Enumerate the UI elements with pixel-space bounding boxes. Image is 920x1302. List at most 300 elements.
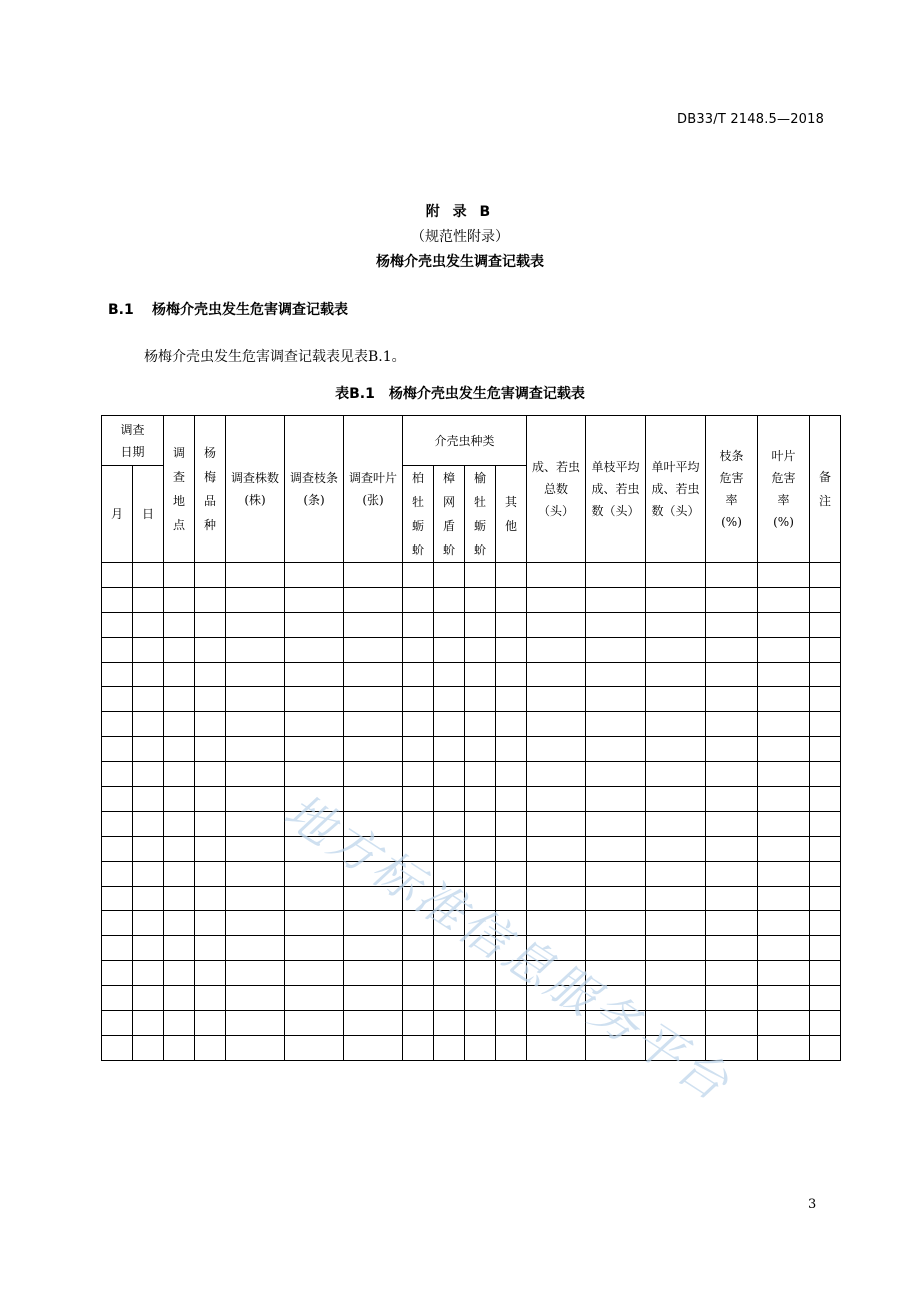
table-cell bbox=[496, 762, 527, 787]
table-cell bbox=[434, 687, 465, 712]
table-cell bbox=[102, 612, 133, 637]
table-cell bbox=[810, 836, 841, 861]
table-cell bbox=[403, 637, 434, 662]
table-cell bbox=[706, 637, 758, 662]
table-cell bbox=[646, 587, 706, 612]
table-cell bbox=[226, 886, 285, 911]
table-cell bbox=[403, 662, 434, 687]
table-cell bbox=[465, 637, 496, 662]
table-cell bbox=[586, 911, 646, 936]
table-cell bbox=[344, 936, 403, 961]
table-cell bbox=[810, 712, 841, 737]
table-cell bbox=[465, 861, 496, 886]
table-cell bbox=[758, 961, 810, 986]
table-cell bbox=[226, 961, 285, 986]
header-remarks: 备注 bbox=[810, 416, 841, 563]
table-cell bbox=[465, 712, 496, 737]
table-cell bbox=[646, 1011, 706, 1036]
table-cell bbox=[465, 811, 496, 836]
table-cell bbox=[465, 563, 496, 588]
section-heading bbox=[108, 299, 348, 319]
table-cell bbox=[164, 886, 195, 911]
table-cell bbox=[133, 563, 164, 588]
table-cell bbox=[758, 587, 810, 612]
table-cell bbox=[758, 886, 810, 911]
table-cell bbox=[226, 587, 285, 612]
table-cell bbox=[465, 911, 496, 936]
table-cell bbox=[133, 762, 164, 787]
table-cell bbox=[344, 787, 403, 812]
table-cell bbox=[465, 961, 496, 986]
table-cell bbox=[810, 612, 841, 637]
table-cell bbox=[706, 563, 758, 588]
table-cell bbox=[164, 563, 195, 588]
table-cell bbox=[285, 563, 344, 588]
table-cell bbox=[133, 787, 164, 812]
table-cell bbox=[527, 737, 586, 762]
table-cell bbox=[344, 612, 403, 637]
table-cell bbox=[403, 911, 434, 936]
table-cell bbox=[706, 612, 758, 637]
header-survey-site: 调查地点 bbox=[164, 416, 195, 563]
header-species-1: 柏牡蛎蚧 bbox=[403, 466, 434, 563]
table-cell bbox=[133, 662, 164, 687]
table-cell bbox=[434, 587, 465, 612]
table-cell bbox=[344, 1035, 403, 1060]
table-cell bbox=[226, 737, 285, 762]
table-cell bbox=[586, 1011, 646, 1036]
table-cell bbox=[465, 886, 496, 911]
table-cell bbox=[496, 911, 527, 936]
table-cell bbox=[285, 1035, 344, 1060]
table-cell bbox=[646, 961, 706, 986]
table-row bbox=[102, 836, 841, 861]
table-row bbox=[102, 986, 841, 1011]
table-cell bbox=[403, 1011, 434, 1036]
table-cell bbox=[810, 1011, 841, 1036]
table-cell bbox=[810, 886, 841, 911]
table-cell bbox=[586, 886, 646, 911]
table-cell bbox=[403, 612, 434, 637]
table-cell bbox=[434, 811, 465, 836]
table-cell bbox=[226, 687, 285, 712]
table-row bbox=[102, 961, 841, 986]
table-cell bbox=[434, 836, 465, 861]
header-per-branch: 单枝平均成、若虫数（头） bbox=[586, 416, 646, 563]
table-cell bbox=[586, 986, 646, 1011]
table-cell bbox=[496, 986, 527, 1011]
table-cell bbox=[465, 737, 496, 762]
table-row bbox=[102, 612, 841, 637]
table-cell bbox=[164, 936, 195, 961]
header-plants: 调查株数(株) bbox=[226, 416, 285, 563]
table-cell bbox=[465, 762, 496, 787]
header-total: 成、若虫总数（头） bbox=[527, 416, 586, 563]
table-cell bbox=[195, 612, 226, 637]
table-cell bbox=[496, 861, 527, 886]
table-cell bbox=[164, 861, 195, 886]
table-cell bbox=[344, 986, 403, 1011]
table-cell bbox=[102, 687, 133, 712]
table-row bbox=[102, 762, 841, 787]
table-cell bbox=[403, 936, 434, 961]
table-cell bbox=[164, 687, 195, 712]
table-cell bbox=[133, 961, 164, 986]
table-cell bbox=[586, 961, 646, 986]
table-cell bbox=[226, 1011, 285, 1036]
table-cell bbox=[586, 787, 646, 812]
table-cell bbox=[434, 612, 465, 637]
table-cell bbox=[646, 886, 706, 911]
table-cell bbox=[226, 836, 285, 861]
table-cell bbox=[646, 986, 706, 1011]
table-cell bbox=[646, 811, 706, 836]
table-cell bbox=[527, 1035, 586, 1060]
table-cell bbox=[344, 563, 403, 588]
table-cell bbox=[133, 811, 164, 836]
table-cell bbox=[586, 936, 646, 961]
table-row bbox=[102, 563, 841, 588]
table-cell bbox=[646, 762, 706, 787]
table-cell bbox=[810, 637, 841, 662]
intro-paragraph: 杨梅介壳虫发生危害调查记载表见表B.1。 bbox=[144, 349, 406, 365]
table-cell bbox=[496, 687, 527, 712]
table-cell bbox=[102, 737, 133, 762]
table-cell bbox=[133, 687, 164, 712]
table-cell bbox=[226, 986, 285, 1011]
table-cell bbox=[496, 936, 527, 961]
table-cell bbox=[706, 911, 758, 936]
table-row bbox=[102, 861, 841, 886]
table-cell bbox=[133, 737, 164, 762]
table-cell bbox=[434, 637, 465, 662]
table-cell bbox=[102, 1035, 133, 1060]
table-cell bbox=[133, 637, 164, 662]
table-cell bbox=[434, 1035, 465, 1060]
table-cell bbox=[403, 687, 434, 712]
table-cell bbox=[758, 687, 810, 712]
table-cell bbox=[706, 762, 758, 787]
table-row bbox=[102, 662, 841, 687]
table-cell bbox=[195, 712, 226, 737]
table-cell bbox=[706, 1035, 758, 1060]
table-cell bbox=[706, 1011, 758, 1036]
header-species-2: 樟网盾蚧 bbox=[434, 466, 465, 563]
table-cell bbox=[527, 936, 586, 961]
table-cell bbox=[706, 836, 758, 861]
header-branch-rate: 枝条危害率(%) bbox=[706, 416, 758, 563]
table-cell bbox=[133, 1011, 164, 1036]
table-cell bbox=[226, 712, 285, 737]
table-cell bbox=[758, 1035, 810, 1060]
table-cell bbox=[285, 687, 344, 712]
header-species-other: 其他 bbox=[496, 466, 527, 563]
table-cell bbox=[226, 787, 285, 812]
table-cell bbox=[285, 612, 344, 637]
table-cell bbox=[434, 1011, 465, 1036]
table-cell bbox=[527, 787, 586, 812]
header-leaves: 调查叶片(张) bbox=[344, 416, 403, 563]
header-month: 月 bbox=[102, 466, 133, 563]
table-number: 表B.1 bbox=[335, 386, 375, 402]
table-cell bbox=[195, 563, 226, 588]
table-cell bbox=[758, 787, 810, 812]
table-cell bbox=[344, 811, 403, 836]
table-cell bbox=[164, 836, 195, 861]
table-cell bbox=[226, 861, 285, 886]
table-cell bbox=[465, 1035, 496, 1060]
table-cell bbox=[403, 787, 434, 812]
header-variety: 杨梅品种 bbox=[195, 416, 226, 563]
table-cell bbox=[810, 861, 841, 886]
table-cell bbox=[586, 737, 646, 762]
table-cell bbox=[195, 737, 226, 762]
table-cell bbox=[285, 762, 344, 787]
table-cell bbox=[646, 563, 706, 588]
table-cell bbox=[102, 886, 133, 911]
table-cell bbox=[646, 612, 706, 637]
table-cell bbox=[403, 836, 434, 861]
table-cell bbox=[586, 587, 646, 612]
table-cell bbox=[403, 587, 434, 612]
table-row bbox=[102, 687, 841, 712]
appendix-label: 附 录 B bbox=[425, 204, 495, 220]
table-cell bbox=[102, 986, 133, 1011]
table-cell bbox=[164, 662, 195, 687]
table-cell bbox=[133, 587, 164, 612]
table-cell bbox=[527, 687, 586, 712]
table-cell bbox=[285, 737, 344, 762]
table-cell bbox=[810, 911, 841, 936]
header-branches: 调查枝条(条) bbox=[285, 416, 344, 563]
table-cell bbox=[586, 811, 646, 836]
table-cell bbox=[465, 986, 496, 1011]
table-cell bbox=[403, 563, 434, 588]
table-cell bbox=[758, 762, 810, 787]
table-cell bbox=[434, 787, 465, 812]
table-cell bbox=[527, 762, 586, 787]
table-cell bbox=[133, 712, 164, 737]
table-row bbox=[102, 886, 841, 911]
table-cell bbox=[164, 911, 195, 936]
table-cell bbox=[646, 911, 706, 936]
table-cell bbox=[465, 662, 496, 687]
table-cell bbox=[226, 612, 285, 637]
table-cell bbox=[133, 861, 164, 886]
appendix-title-block bbox=[0, 200, 920, 275]
table-cell bbox=[758, 563, 810, 588]
table-cell bbox=[195, 762, 226, 787]
table-cell bbox=[133, 612, 164, 637]
table-cell bbox=[434, 563, 465, 588]
table-cell bbox=[164, 961, 195, 986]
table-cell bbox=[285, 1011, 344, 1036]
table-cell bbox=[465, 612, 496, 637]
table-cell bbox=[102, 637, 133, 662]
table-cell bbox=[706, 936, 758, 961]
table-cell bbox=[758, 836, 810, 861]
table-cell bbox=[465, 587, 496, 612]
table-cell bbox=[285, 662, 344, 687]
table-cell bbox=[344, 911, 403, 936]
table-cell bbox=[646, 861, 706, 886]
table-cell bbox=[164, 762, 195, 787]
table-cell bbox=[133, 911, 164, 936]
table-cell bbox=[496, 662, 527, 687]
table-cell bbox=[403, 811, 434, 836]
table-cell bbox=[810, 936, 841, 961]
table-cell bbox=[403, 762, 434, 787]
table-cell bbox=[527, 886, 586, 911]
header-row-1 bbox=[102, 416, 841, 466]
appendix-title: 杨梅介壳虫发生调查记载表 bbox=[376, 254, 544, 270]
table-cell bbox=[586, 712, 646, 737]
table-cell bbox=[195, 687, 226, 712]
table-cell bbox=[465, 687, 496, 712]
table-cell bbox=[226, 911, 285, 936]
table-cell bbox=[344, 762, 403, 787]
table-cell bbox=[646, 787, 706, 812]
table-cell bbox=[344, 687, 403, 712]
table-cell bbox=[527, 662, 586, 687]
table-cell bbox=[434, 712, 465, 737]
table-cell bbox=[195, 836, 226, 861]
table-cell bbox=[646, 712, 706, 737]
table-cell bbox=[195, 1035, 226, 1060]
table-cell bbox=[285, 936, 344, 961]
header-scale-species: 介壳虫种类 bbox=[403, 416, 527, 466]
table-cell bbox=[285, 836, 344, 861]
table-cell bbox=[102, 936, 133, 961]
table-cell bbox=[706, 712, 758, 737]
table-cell bbox=[226, 811, 285, 836]
table-cell bbox=[102, 712, 133, 737]
table-cell bbox=[434, 986, 465, 1011]
table-cell bbox=[403, 886, 434, 911]
table-cell bbox=[344, 861, 403, 886]
table-cell bbox=[285, 811, 344, 836]
table-row bbox=[102, 1011, 841, 1036]
table-cell bbox=[164, 986, 195, 1011]
table-cell bbox=[810, 811, 841, 836]
table-cell bbox=[646, 687, 706, 712]
table-cell bbox=[285, 861, 344, 886]
header-species-3: 榆牡蛎蚧 bbox=[465, 466, 496, 563]
table-cell bbox=[646, 737, 706, 762]
table-cell bbox=[102, 762, 133, 787]
table-cell bbox=[434, 911, 465, 936]
table-cell bbox=[195, 911, 226, 936]
table-cell bbox=[195, 861, 226, 886]
table-cell bbox=[465, 1011, 496, 1036]
table-cell bbox=[586, 637, 646, 662]
watermark: 地方标准信息服务平台 bbox=[274, 783, 741, 1114]
table-cell bbox=[706, 986, 758, 1011]
table-cell bbox=[586, 861, 646, 886]
table-cell bbox=[706, 687, 758, 712]
table-cell bbox=[706, 587, 758, 612]
table-cell bbox=[285, 886, 344, 911]
table-row bbox=[102, 911, 841, 936]
table-cell bbox=[706, 787, 758, 812]
table-cell bbox=[527, 712, 586, 737]
table-cell bbox=[810, 687, 841, 712]
header-per-leaf: 单叶平均成、若虫数（头） bbox=[646, 416, 706, 563]
table-cell bbox=[164, 1035, 195, 1060]
table-cell bbox=[285, 961, 344, 986]
section-number: B.1 bbox=[108, 302, 134, 318]
table-cell bbox=[164, 811, 195, 836]
table-cell bbox=[434, 861, 465, 886]
table-cell bbox=[195, 886, 226, 911]
table-row bbox=[102, 936, 841, 961]
table-cell bbox=[403, 961, 434, 986]
table-cell bbox=[226, 662, 285, 687]
table-cell bbox=[527, 986, 586, 1011]
table-cell bbox=[285, 587, 344, 612]
table-cell bbox=[810, 762, 841, 787]
table-cell bbox=[195, 662, 226, 687]
table-cell bbox=[758, 811, 810, 836]
table-cell bbox=[133, 836, 164, 861]
table-cell bbox=[758, 911, 810, 936]
table-cell bbox=[102, 861, 133, 886]
table-row bbox=[102, 1035, 841, 1060]
table-cell bbox=[646, 836, 706, 861]
table-cell bbox=[344, 637, 403, 662]
table-cell bbox=[102, 587, 133, 612]
table-row bbox=[102, 737, 841, 762]
table-cell bbox=[226, 1035, 285, 1060]
table-cell bbox=[102, 961, 133, 986]
table-cell bbox=[164, 637, 195, 662]
table-cell bbox=[758, 662, 810, 687]
table-cell bbox=[810, 587, 841, 612]
table-cell bbox=[434, 737, 465, 762]
table-cell bbox=[496, 1011, 527, 1036]
section-title: 杨梅介壳虫发生危害调查记载表 bbox=[152, 302, 348, 318]
table-cell bbox=[527, 637, 586, 662]
table-row bbox=[102, 637, 841, 662]
table-cell bbox=[164, 712, 195, 737]
table-cell bbox=[285, 986, 344, 1011]
page-number: 3 bbox=[808, 1197, 817, 1212]
table-cell bbox=[344, 587, 403, 612]
table-cell bbox=[646, 1035, 706, 1060]
table-cell bbox=[102, 911, 133, 936]
table-cell bbox=[496, 563, 527, 588]
table-cell bbox=[133, 986, 164, 1011]
table-cell bbox=[285, 911, 344, 936]
table-cell bbox=[285, 637, 344, 662]
table-cell bbox=[195, 961, 226, 986]
table-cell bbox=[496, 712, 527, 737]
table-cell bbox=[344, 961, 403, 986]
table-cell bbox=[527, 911, 586, 936]
table-cell bbox=[758, 737, 810, 762]
table-cell bbox=[344, 712, 403, 737]
table-cell bbox=[403, 712, 434, 737]
table-cell bbox=[164, 787, 195, 812]
table-cell bbox=[527, 961, 586, 986]
table-cell bbox=[434, 936, 465, 961]
table-cell bbox=[496, 836, 527, 861]
table-cell bbox=[646, 662, 706, 687]
table-cell bbox=[344, 737, 403, 762]
table-cell bbox=[496, 811, 527, 836]
table-cell bbox=[706, 886, 758, 911]
table-cell bbox=[586, 687, 646, 712]
